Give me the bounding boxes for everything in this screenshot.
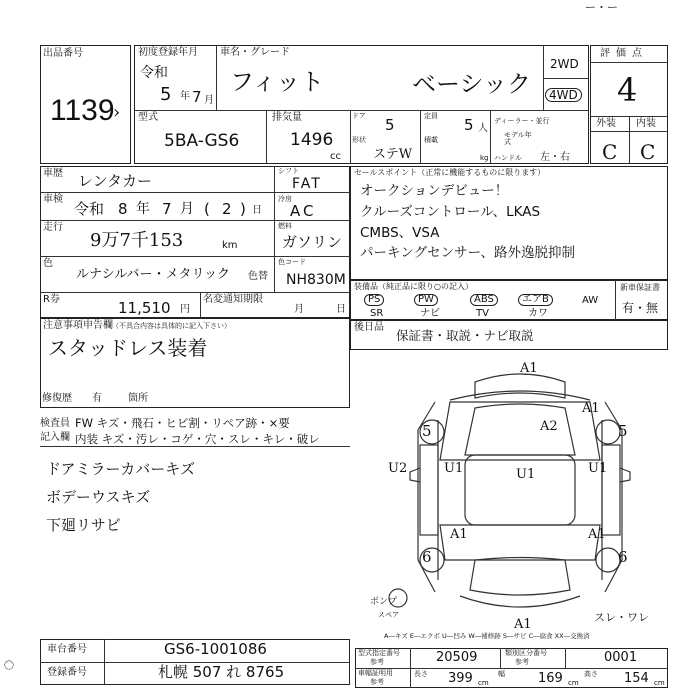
hand-note-2: ボデーウスキズ xyxy=(46,488,151,506)
dmg-u2: U2 xyxy=(388,461,408,476)
delivery-label: 後日品 xyxy=(354,322,384,333)
dealer-label: ディーラー・並行 xyxy=(494,117,550,125)
shift-label: シフト xyxy=(278,167,299,175)
ac-value: AC xyxy=(290,202,317,220)
equip-ps: PS xyxy=(364,294,384,306)
hand-note-3: 下廻リサビ xyxy=(46,516,121,534)
dmg-u1-b: U1 xyxy=(588,461,608,476)
inspection-era: 令和 xyxy=(74,200,105,218)
damage-legend: A―キズ E―エクボ U―凹み W―補修跡 S―サビ C―腐食 XX―交換済 xyxy=(384,632,590,640)
check-row-2: 内装 キズ・汚レ・コゲ・穴・スレ・キレ・破レ xyxy=(75,432,320,446)
equip-abs: ABS xyxy=(470,294,498,306)
first-reg-era: 令和 xyxy=(140,65,168,81)
dmg-6-left: 6 xyxy=(422,548,432,566)
class-label: 類別区分番号 xyxy=(505,649,547,657)
score-label: 評価点 xyxy=(600,48,648,59)
dmg-a1-right: A1 xyxy=(582,401,600,416)
ac-label: 冷房 xyxy=(278,195,292,203)
repair-unit: 箇所 xyxy=(128,393,148,404)
plate-label: 登録番号 xyxy=(47,667,87,678)
doors-value: 5 xyxy=(385,116,395,134)
repair-label: 修復歴 xyxy=(42,393,72,404)
dims-sub: 参考 xyxy=(370,678,384,686)
seats-unit: 人 xyxy=(478,123,488,134)
car-grade: ベーシック xyxy=(412,70,532,98)
seats-label: 定員 xyxy=(424,112,438,120)
handle-label: ハンドル xyxy=(494,154,522,162)
seats-value: 5 xyxy=(464,116,474,134)
car-label: 車名・グレード xyxy=(220,47,290,58)
fuel-label: 燃料 xyxy=(278,222,292,230)
notes-text: スタッドレス装着 xyxy=(48,336,208,360)
width-value: 169 xyxy=(538,671,563,686)
recycle-value: 11,510 xyxy=(118,299,171,317)
dmg-a2: A2 xyxy=(540,419,558,434)
recycle-label: R券 xyxy=(43,294,60,305)
int-value: C xyxy=(640,140,656,164)
model-value: 5BA-GS6 xyxy=(164,131,240,151)
shape-value: ステW xyxy=(373,147,413,162)
dmg-u1-a: U1 xyxy=(444,461,464,476)
dmg-6-right: 6 xyxy=(618,548,628,566)
cc-label: 排気量 xyxy=(272,112,302,123)
check-label-1: 検査員 xyxy=(40,418,70,429)
class-value: 0001 xyxy=(604,650,638,665)
dmg-a1-rear-left: A1 xyxy=(450,527,468,542)
first-reg-month: 7 xyxy=(192,88,202,106)
height-value: 154 xyxy=(624,671,649,686)
warranty-value: 有・無 xyxy=(622,301,659,315)
color-code-label: 色コード xyxy=(278,258,306,266)
footer-mark: 〇 xyxy=(4,661,14,672)
doors-label: ドア xyxy=(352,112,366,120)
color-code: NH830M xyxy=(286,272,346,288)
ext-label: 外装 xyxy=(596,118,616,129)
color-value: ルナシルバー・メタリック xyxy=(76,267,230,282)
dims-label: 車幅証明用 xyxy=(358,669,393,677)
dmg-u1-c: U1 xyxy=(516,467,536,482)
first-reg-year: 5 xyxy=(160,84,172,105)
drive-2wd: 2WD xyxy=(550,57,579,71)
score-value: 4 xyxy=(617,71,638,109)
plate-value: 札幌 507 れ 8765 xyxy=(158,663,285,681)
class-sub: 参考 xyxy=(515,658,529,666)
handle-value: 左・右 xyxy=(540,152,570,163)
load-unit: kg xyxy=(480,154,489,162)
lot-suffix: › xyxy=(113,102,121,123)
model-year-label: モデル年式 xyxy=(504,131,532,146)
sales-points-label: セールスポイント（正常に機能するものに限ります） xyxy=(354,168,546,177)
dmg-a1-top: A1 xyxy=(520,361,538,376)
equip-pw: PW xyxy=(414,294,438,306)
first-reg-label: 初度登録年月 xyxy=(138,47,198,58)
height-unit: cm xyxy=(654,679,665,687)
spare-label: ポンプ xyxy=(370,597,398,607)
designation-value: 20509 xyxy=(436,650,478,665)
drive-4wd: 4WD xyxy=(545,88,582,102)
sales-point-2: クルーズコントロール、LKAS xyxy=(360,204,541,220)
dmg-scuff-crack: スレ・ワレ xyxy=(594,611,649,624)
sales-point-1: オークションデビュー！ xyxy=(360,183,509,199)
frame-value: GS6-1001086 xyxy=(164,640,267,658)
spare-sub: スペア xyxy=(378,611,399,619)
dmg-a1-bottom: A1 xyxy=(514,617,532,632)
load-label: 積載 xyxy=(424,136,438,144)
fee-month: 月 xyxy=(294,304,304,315)
car-name: フィット xyxy=(230,68,325,96)
inspection-year: 8 xyxy=(118,200,128,218)
cc-value: 1496 xyxy=(290,130,334,150)
shape-label: 形状 xyxy=(352,136,366,144)
car-damage-diagram xyxy=(380,360,670,625)
check-label-2: 記入欄 xyxy=(40,432,70,443)
fee-label: 名変通知期限 xyxy=(203,294,263,305)
designation-label: 型式指定番号 xyxy=(358,649,400,657)
fee-day: 日 xyxy=(336,304,346,315)
cc-unit: cc xyxy=(330,151,341,162)
length-value: 399 xyxy=(448,671,473,686)
equip-tv: TV xyxy=(476,308,489,319)
notes-box xyxy=(40,318,350,408)
equip-navi: ナビ xyxy=(420,308,440,319)
dmg-a1-rear-right: A1 xyxy=(588,527,606,542)
color-change-label: 色替 xyxy=(248,271,268,282)
delivery-value: 保証書・取説・ナビ取説 xyxy=(396,328,534,343)
length-unit: cm xyxy=(478,679,489,687)
hand-note-1: ドアミラーカバーキズ xyxy=(46,460,195,478)
model-label: 型式 xyxy=(138,112,158,123)
mileage-unit: km xyxy=(222,240,238,251)
inspection-label: 車検 xyxy=(43,194,63,205)
designation-sub: 参考 xyxy=(370,658,384,666)
equipment-label: 装備品（純正品に限り○の記入） xyxy=(354,282,473,291)
mileage-label: 走行 xyxy=(43,222,63,233)
mileage-value: 9万7千153 xyxy=(90,230,184,251)
shift-value: FAT xyxy=(292,176,322,192)
equip-sr: SR xyxy=(370,308,384,319)
inspection-day: 2 xyxy=(222,200,232,218)
repair-value: 有 xyxy=(92,393,102,404)
equip-aw: AW xyxy=(582,295,599,306)
inspection-month: 7 xyxy=(162,200,172,218)
width-unit: cm xyxy=(568,679,579,687)
length-label: 長さ xyxy=(414,670,428,678)
notes-sub: （不具合内容は具体的に記入下さい） xyxy=(112,322,231,330)
check-row-1: FW キズ・飛石・ヒビ割・リペア跡・×要 xyxy=(75,416,290,430)
color-label: 色 xyxy=(43,258,53,269)
frame-label: 車台番号 xyxy=(47,644,87,655)
sales-point-4: パーキングセンサー、路外逸脱抑制 xyxy=(360,245,576,261)
ext-value: C xyxy=(602,140,618,164)
width-label: 幅 xyxy=(498,670,505,678)
lot-number: 1139 xyxy=(50,94,115,127)
height-label: 高さ xyxy=(584,670,598,678)
notes-label: 注意事項申告欄 xyxy=(43,320,113,331)
corner-mark: ー・ー xyxy=(585,1,618,14)
dmg-5-right: 5 xyxy=(618,422,628,440)
warranty-label: 新車保証書 xyxy=(620,283,660,292)
history-label: 車歴 xyxy=(43,168,63,179)
dmg-5-left: 5 xyxy=(422,422,432,440)
int-label: 内装 xyxy=(636,118,656,129)
sales-point-3: CMBS、VSA xyxy=(360,225,440,241)
equip-airbag: エアB xyxy=(518,294,553,306)
recycle-unit: 円 xyxy=(180,304,190,315)
lot-label: 出品番号 xyxy=(43,48,83,59)
history-value: レンタカー xyxy=(78,172,153,190)
equip-leather: カワ xyxy=(528,308,548,319)
fuel-value: ガソリン xyxy=(282,233,343,251)
